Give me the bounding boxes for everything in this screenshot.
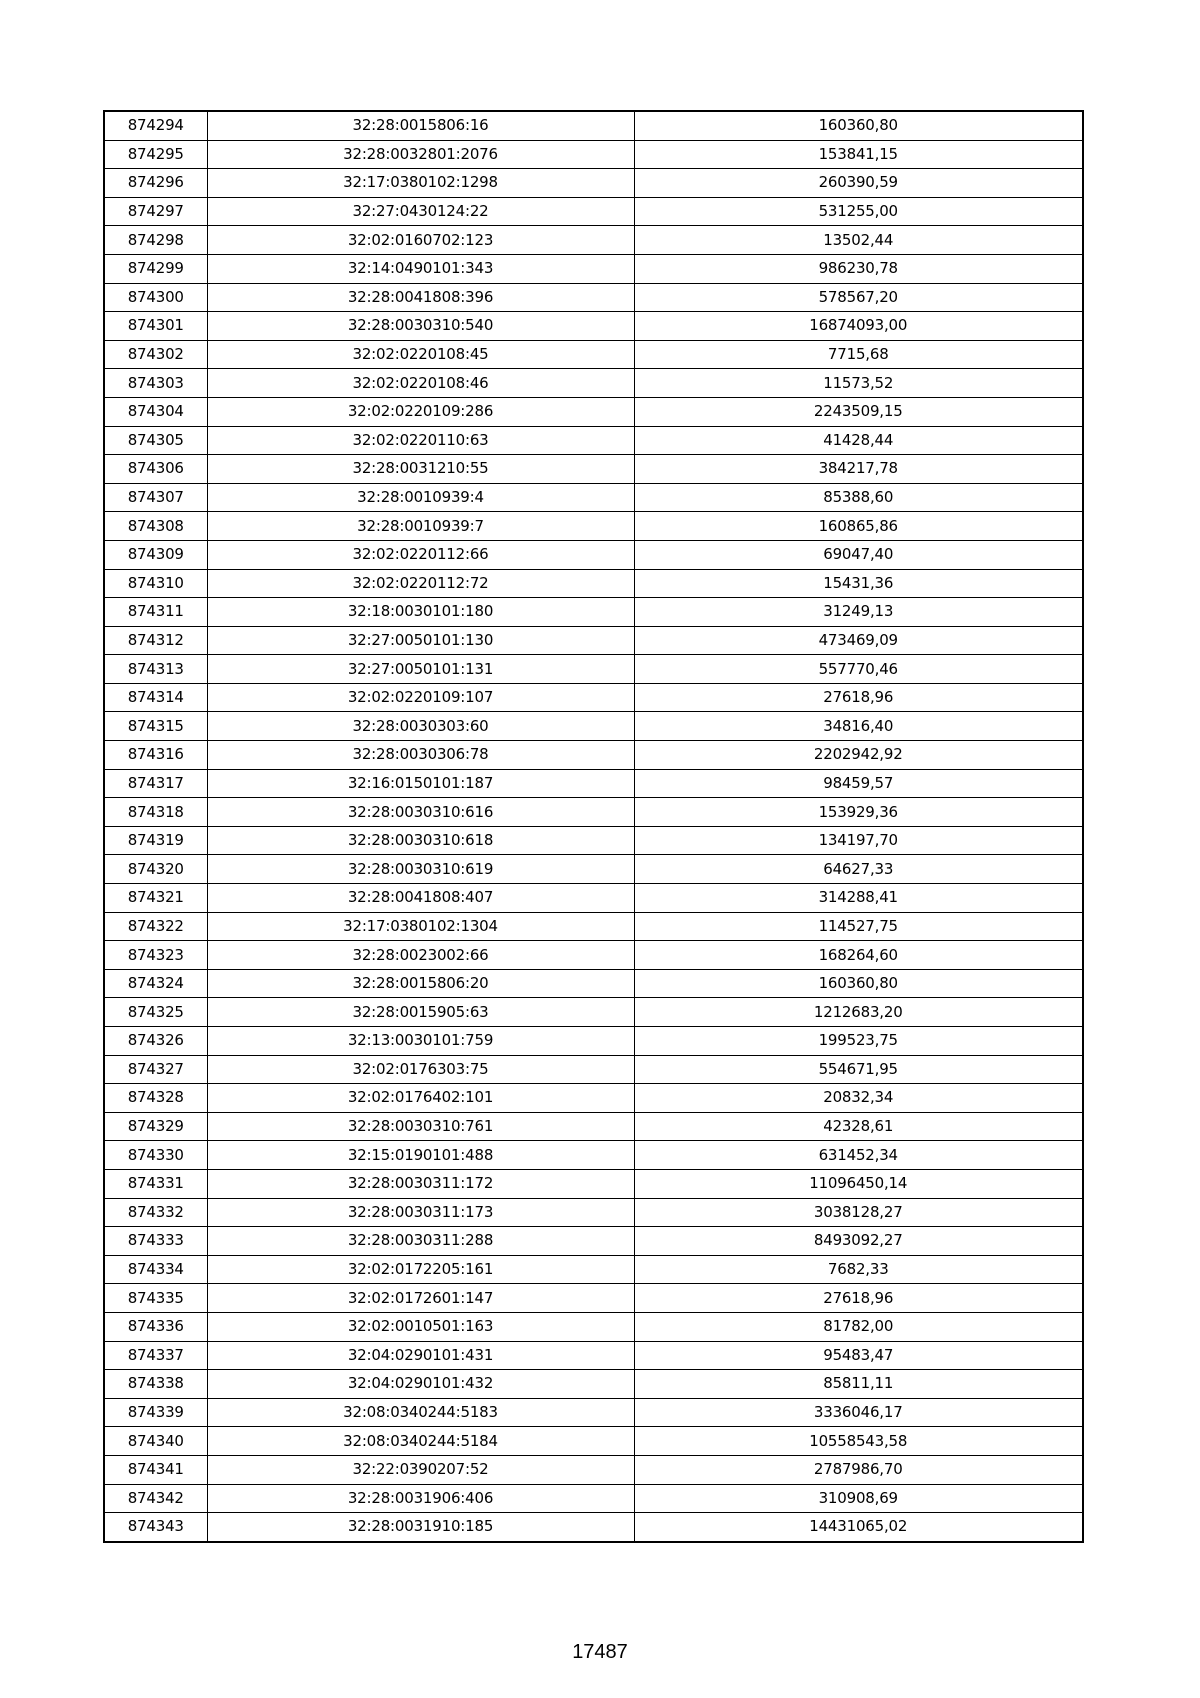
cadastral-number-cell: 32:22:0390207:52 xyxy=(207,1455,634,1484)
table-row xyxy=(104,540,1083,569)
table-row xyxy=(104,569,1083,598)
value-cell: 10558543,58 xyxy=(634,1427,1083,1456)
table-row xyxy=(104,226,1083,255)
row-id-cell: 874343 xyxy=(104,1513,207,1542)
table-row xyxy=(104,1055,1083,1084)
value-cell: 134197,70 xyxy=(634,826,1083,855)
cadastral-number-cell: 32:28:0030311:288 xyxy=(207,1227,634,1256)
value-cell: 85388,60 xyxy=(634,483,1083,512)
cadastral-number-cell: 32:28:0023002:66 xyxy=(207,941,634,970)
cadastral-number-cell: 32:28:0030310:618 xyxy=(207,826,634,855)
value-cell: 64627,33 xyxy=(634,855,1083,884)
value-cell: 31249,13 xyxy=(634,598,1083,627)
row-id-cell: 874309 xyxy=(104,540,207,569)
table-row xyxy=(104,340,1083,369)
cadastral-number-cell: 32:28:0010939:7 xyxy=(207,512,634,541)
cadastral-number-cell: 32:28:0030310:540 xyxy=(207,312,634,341)
table-row xyxy=(104,1341,1083,1370)
value-cell: 95483,47 xyxy=(634,1341,1083,1370)
row-id-cell: 874314 xyxy=(104,683,207,712)
row-id-cell: 874320 xyxy=(104,855,207,884)
table-row xyxy=(104,1141,1083,1170)
value-cell: 2202942,92 xyxy=(634,741,1083,770)
value-cell: 14431065,02 xyxy=(634,1513,1083,1542)
value-cell: 260390,59 xyxy=(634,169,1083,198)
value-cell: 578567,20 xyxy=(634,283,1083,312)
cadastral-number-cell: 32:28:0015806:20 xyxy=(207,969,634,998)
row-id-cell: 874310 xyxy=(104,569,207,598)
value-cell: 114527,75 xyxy=(634,912,1083,941)
table-row xyxy=(104,826,1083,855)
value-cell: 2243509,15 xyxy=(634,397,1083,426)
row-id-cell: 874321 xyxy=(104,884,207,913)
value-cell: 631452,34 xyxy=(634,1141,1083,1170)
row-id-cell: 874304 xyxy=(104,397,207,426)
row-id-cell: 874331 xyxy=(104,1169,207,1198)
cadastral-number-cell: 32:08:0340244:5183 xyxy=(207,1398,634,1427)
cadastral-number-cell: 32:18:0030101:180 xyxy=(207,598,634,627)
cadastral-number-cell: 32:28:0010939:4 xyxy=(207,483,634,512)
cadastral-number-cell: 32:28:0030310:619 xyxy=(207,855,634,884)
cadastral-number-cell: 32:14:0490101:343 xyxy=(207,254,634,283)
value-cell: 160865,86 xyxy=(634,512,1083,541)
table-row xyxy=(104,798,1083,827)
value-cell: 384217,78 xyxy=(634,455,1083,484)
table-row xyxy=(104,655,1083,684)
cadastral-number-cell: 32:04:0290101:431 xyxy=(207,1341,634,1370)
row-id-cell: 874329 xyxy=(104,1112,207,1141)
row-id-cell: 874294 xyxy=(104,111,207,140)
row-id-cell: 874316 xyxy=(104,741,207,770)
page-number: 17487 xyxy=(572,1641,628,1663)
cadastral-number-cell: 32:02:0220110:63 xyxy=(207,426,634,455)
value-cell: 473469,09 xyxy=(634,626,1083,655)
row-id-cell: 874307 xyxy=(104,483,207,512)
cadastral-number-cell: 32:15:0190101:488 xyxy=(207,1141,634,1170)
cadastral-number-cell: 32:28:0030310:616 xyxy=(207,798,634,827)
value-cell: 15431,36 xyxy=(634,569,1083,598)
value-cell: 160360,80 xyxy=(634,111,1083,140)
table-row xyxy=(104,169,1083,198)
cadastral-number-cell: 32:28:0030310:761 xyxy=(207,1112,634,1141)
cadastral-number-cell: 32:28:0030311:172 xyxy=(207,1169,634,1198)
table-row xyxy=(104,1284,1083,1313)
table-row xyxy=(104,312,1083,341)
row-id-cell: 874302 xyxy=(104,340,207,369)
table-row xyxy=(104,912,1083,941)
cadastral-number-cell: 32:28:0015806:16 xyxy=(207,111,634,140)
cadastral-number-cell: 32:04:0290101:432 xyxy=(207,1370,634,1399)
cadastral-number-cell: 32:28:0030303:60 xyxy=(207,712,634,741)
table-row xyxy=(104,140,1083,169)
row-id-cell: 874322 xyxy=(104,912,207,941)
table-row xyxy=(104,683,1083,712)
row-id-cell: 874308 xyxy=(104,512,207,541)
value-cell: 11096450,14 xyxy=(634,1169,1083,1198)
row-id-cell: 874341 xyxy=(104,1455,207,1484)
table-row xyxy=(104,1227,1083,1256)
row-id-cell: 874332 xyxy=(104,1198,207,1227)
row-id-cell: 874301 xyxy=(104,312,207,341)
value-cell: 531255,00 xyxy=(634,197,1083,226)
table-row xyxy=(104,512,1083,541)
row-id-cell: 874295 xyxy=(104,140,207,169)
row-id-cell: 874305 xyxy=(104,426,207,455)
value-cell: 1212683,20 xyxy=(634,998,1083,1027)
cadastral-number-cell: 32:27:0050101:130 xyxy=(207,626,634,655)
cadastral-number-cell: 32:28:0041808:396 xyxy=(207,283,634,312)
value-cell: 13502,44 xyxy=(634,226,1083,255)
row-id-cell: 874299 xyxy=(104,254,207,283)
row-id-cell: 874334 xyxy=(104,1255,207,1284)
row-id-cell: 874317 xyxy=(104,769,207,798)
row-id-cell: 874330 xyxy=(104,1141,207,1170)
value-cell: 3038128,27 xyxy=(634,1198,1083,1227)
row-id-cell: 874323 xyxy=(104,941,207,970)
table-row xyxy=(104,769,1083,798)
cadastral-number-cell: 32:02:0160702:123 xyxy=(207,226,634,255)
cadastral-number-cell: 32:28:0015905:63 xyxy=(207,998,634,1027)
table-row xyxy=(104,884,1083,913)
row-id-cell: 874311 xyxy=(104,598,207,627)
cadastral-number-cell: 32:02:0220108:45 xyxy=(207,340,634,369)
table-row xyxy=(104,1312,1083,1341)
value-cell: 160360,80 xyxy=(634,969,1083,998)
row-id-cell: 874336 xyxy=(104,1312,207,1341)
table-row xyxy=(104,741,1083,770)
table-row xyxy=(104,855,1083,884)
value-cell: 7715,68 xyxy=(634,340,1083,369)
value-cell: 557770,46 xyxy=(634,655,1083,684)
table-row xyxy=(104,455,1083,484)
row-id-cell: 874337 xyxy=(104,1341,207,1370)
cadastral-number-cell: 32:28:0030311:173 xyxy=(207,1198,634,1227)
table-row xyxy=(104,941,1083,970)
table-row xyxy=(104,1398,1083,1427)
row-id-cell: 874338 xyxy=(104,1370,207,1399)
row-id-cell: 874315 xyxy=(104,712,207,741)
row-id-cell: 874306 xyxy=(104,455,207,484)
table-row xyxy=(104,1455,1083,1484)
value-cell: 310908,69 xyxy=(634,1484,1083,1513)
table-row xyxy=(104,1255,1083,1284)
value-cell: 3336046,17 xyxy=(634,1398,1083,1427)
cadastral-number-cell: 32:02:0220108:46 xyxy=(207,369,634,398)
row-id-cell: 874339 xyxy=(104,1398,207,1427)
value-cell: 85811,11 xyxy=(634,1370,1083,1399)
row-id-cell: 874303 xyxy=(104,369,207,398)
row-id-cell: 874296 xyxy=(104,169,207,198)
value-cell: 153841,15 xyxy=(634,140,1083,169)
value-cell: 986230,78 xyxy=(634,254,1083,283)
value-cell: 554671,95 xyxy=(634,1055,1083,1084)
value-cell: 27618,96 xyxy=(634,1284,1083,1313)
table-row xyxy=(104,1427,1083,1456)
cadastral-number-cell: 32:02:0220112:72 xyxy=(207,569,634,598)
cadastral-number-cell: 32:17:0380102:1298 xyxy=(207,169,634,198)
table-row xyxy=(104,969,1083,998)
table-row xyxy=(104,1169,1083,1198)
cadastral-number-cell: 32:13:0030101:759 xyxy=(207,1027,634,1056)
table-row xyxy=(104,1513,1083,1542)
value-cell: 11573,52 xyxy=(634,369,1083,398)
cadastral-number-cell: 32:08:0340244:5184 xyxy=(207,1427,634,1456)
table-row xyxy=(104,626,1083,655)
cadastral-number-cell: 32:02:0220112:66 xyxy=(207,540,634,569)
value-cell: 69047,40 xyxy=(634,540,1083,569)
cadastral-number-cell: 32:28:0031910:185 xyxy=(207,1513,634,1542)
row-id-cell: 874300 xyxy=(104,283,207,312)
table-row xyxy=(104,712,1083,741)
row-id-cell: 874335 xyxy=(104,1284,207,1313)
row-id-cell: 874312 xyxy=(104,626,207,655)
table-row xyxy=(104,1084,1083,1113)
cadastral-number-cell: 32:02:0176402:101 xyxy=(207,1084,634,1113)
table-row xyxy=(104,483,1083,512)
value-cell: 153929,36 xyxy=(634,798,1083,827)
table-row xyxy=(104,283,1083,312)
table-row xyxy=(104,426,1083,455)
row-id-cell: 874325 xyxy=(104,998,207,1027)
row-id-cell: 874319 xyxy=(104,826,207,855)
table-row xyxy=(104,1484,1083,1513)
data-table xyxy=(103,110,1084,1543)
row-id-cell: 874342 xyxy=(104,1484,207,1513)
cadastral-number-cell: 32:16:0150101:187 xyxy=(207,769,634,798)
table-row xyxy=(104,598,1083,627)
table-body xyxy=(104,111,1083,1542)
value-cell: 8493092,27 xyxy=(634,1227,1083,1256)
cadastral-number-cell: 32:28:0032801:2076 xyxy=(207,140,634,169)
table-row xyxy=(104,1370,1083,1399)
value-cell: 314288,41 xyxy=(634,884,1083,913)
table-row xyxy=(104,1027,1083,1056)
cadastral-number-cell: 32:02:0010501:163 xyxy=(207,1312,634,1341)
row-id-cell: 874340 xyxy=(104,1427,207,1456)
value-cell: 81782,00 xyxy=(634,1312,1083,1341)
cadastral-number-cell: 32:02:0176303:75 xyxy=(207,1055,634,1084)
row-id-cell: 874328 xyxy=(104,1084,207,1113)
cadastral-number-cell: 32:02:0220109:107 xyxy=(207,683,634,712)
table-row xyxy=(104,1112,1083,1141)
value-cell: 168264,60 xyxy=(634,941,1083,970)
table-row xyxy=(104,1198,1083,1227)
table-row xyxy=(104,369,1083,398)
value-cell: 34816,40 xyxy=(634,712,1083,741)
row-id-cell: 874297 xyxy=(104,197,207,226)
value-cell: 2787986,70 xyxy=(634,1455,1083,1484)
cadastral-number-cell: 32:02:0172601:147 xyxy=(207,1284,634,1313)
value-cell: 42328,61 xyxy=(634,1112,1083,1141)
table-row xyxy=(104,111,1083,140)
table-row xyxy=(104,254,1083,283)
table-row xyxy=(104,197,1083,226)
value-cell: 16874093,00 xyxy=(634,312,1083,341)
row-id-cell: 874298 xyxy=(104,226,207,255)
cadastral-number-cell: 32:02:0220109:286 xyxy=(207,397,634,426)
cadastral-number-cell: 32:28:0030306:78 xyxy=(207,741,634,770)
value-cell: 7682,33 xyxy=(634,1255,1083,1284)
cadastral-number-cell: 32:28:0031210:55 xyxy=(207,455,634,484)
cadastral-number-cell: 32:27:0050101:131 xyxy=(207,655,634,684)
value-cell: 199523,75 xyxy=(634,1027,1083,1056)
row-id-cell: 874313 xyxy=(104,655,207,684)
cadastral-number-cell: 32:17:0380102:1304 xyxy=(207,912,634,941)
row-id-cell: 874318 xyxy=(104,798,207,827)
value-cell: 41428,44 xyxy=(634,426,1083,455)
value-cell: 20832,34 xyxy=(634,1084,1083,1113)
row-id-cell: 874326 xyxy=(104,1027,207,1056)
cadastral-number-cell: 32:28:0041808:407 xyxy=(207,884,634,913)
table-row xyxy=(104,998,1083,1027)
table-row xyxy=(104,397,1083,426)
cadastral-number-cell: 32:02:0172205:161 xyxy=(207,1255,634,1284)
value-cell: 98459,57 xyxy=(634,769,1083,798)
value-cell: 27618,96 xyxy=(634,683,1083,712)
cadastral-number-cell: 32:27:0430124:22 xyxy=(207,197,634,226)
cadastral-number-cell: 32:28:0031906:406 xyxy=(207,1484,634,1513)
row-id-cell: 874327 xyxy=(104,1055,207,1084)
row-id-cell: 874333 xyxy=(104,1227,207,1256)
row-id-cell: 874324 xyxy=(104,969,207,998)
